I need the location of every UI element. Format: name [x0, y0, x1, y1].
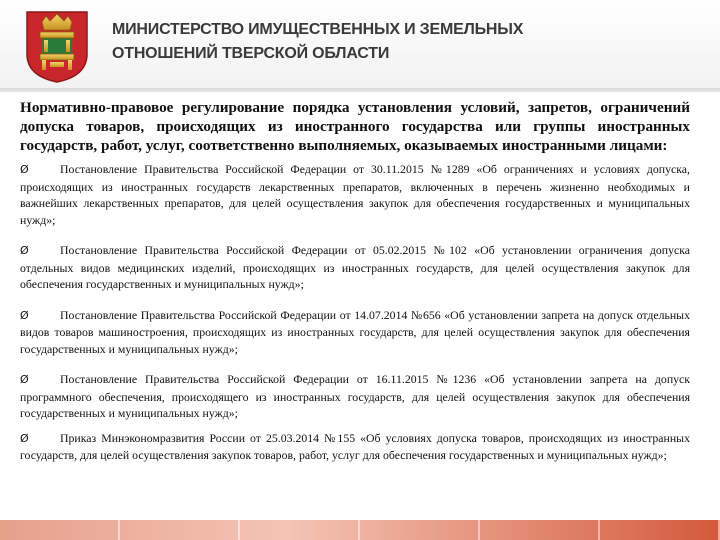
list-item — [20, 430, 690, 464]
bullet-arrow-icon: Ø — [20, 373, 29, 386]
list-item-text: Приказ Минэкономразвития России от 25.03.2014 №155 «Об условиях допуска товаров, происходящих из иностранных государств, для целей осуществления закупок товаров, работ, услуг для обеспечения государственных и муниципальных нужд»; — [20, 430, 690, 462]
intro-paragraph: Нормативно-правовое регулирование порядка установления условий, запретов, ограничений допуска товаров, происходящих из иностранного государства или группы иностранных государств, работ, услуг, соответственно выполняемых, оказываемых иностранными лицами: — [20, 99, 690, 154]
list-item-text: Постановление Правительства Российской Федерации от 14.07.2014 №656 «Об установлении запрета на допуск отдельных видов товаров машиностроения, происходящих из иностранных государств, для целей осуществления закупок для обеспечения государственных и муниципальных нужд»; — [20, 307, 690, 356]
bullet-arrow-icon: Ø — [20, 308, 29, 322]
list-item-text: Постановление Правительства Российской Федерации от 05.02.2015 №102 «Об установлении ограничения допуска отдельных видов медицинских изделий, происходящих из иностранных государств, для целей осуществления закупок для обеспечения государственных и муниципальных нужд»; — [20, 243, 690, 291]
list-item — [20, 242, 690, 293]
bullet-arrow-icon: Ø — [20, 431, 29, 445]
bullet-arrow-icon: Ø — [20, 244, 29, 257]
list-item — [20, 307, 690, 358]
list-item-text: Постановление Правительства Российской Федерации от 30.11.2015 №1289 «Об ограничениях и условиях допуска, происходящих из иностранных государств лекарственных препаратов, включенных в перечень жизненно необходимых и важнейших лекарственных препаратов, для целей осуществления закупок для обеспечения государственных и муниципальных нужд»; — [20, 162, 690, 227]
bullet-arrow-icon: Ø — [20, 163, 29, 176]
header-divider — [0, 88, 720, 94]
footer-segment — [480, 520, 600, 540]
footer-segment — [360, 520, 480, 540]
ministry-title: МИНИСТЕРСТВО ИМУЩЕСТВЕННЫХ И ЗЕМЕЛЬНЫХ ОТНОШЕНИЙ ТВЕРСКОЙ ОБЛАСТИ — [112, 21, 524, 62]
coat-of-arms-icon — [24, 10, 90, 84]
footer-segments — [0, 520, 720, 540]
list-item — [20, 371, 690, 422]
footer-segment — [240, 520, 360, 540]
list-item-text: Постановление Правительства Российской Федерации от 16.11.2015 №1236 «Об установлении запрета на допуск программного обеспечения, происходящего из иностранных государств, для целей осуществления закупок для обеспечения государственных и муниципальных нужд»; — [20, 372, 690, 420]
main-content — [20, 98, 690, 464]
header — [0, 0, 720, 92]
footer-segment — [120, 520, 240, 540]
footer-segment — [0, 520, 120, 540]
footer-segment — [600, 520, 720, 540]
list-item — [20, 161, 690, 228]
